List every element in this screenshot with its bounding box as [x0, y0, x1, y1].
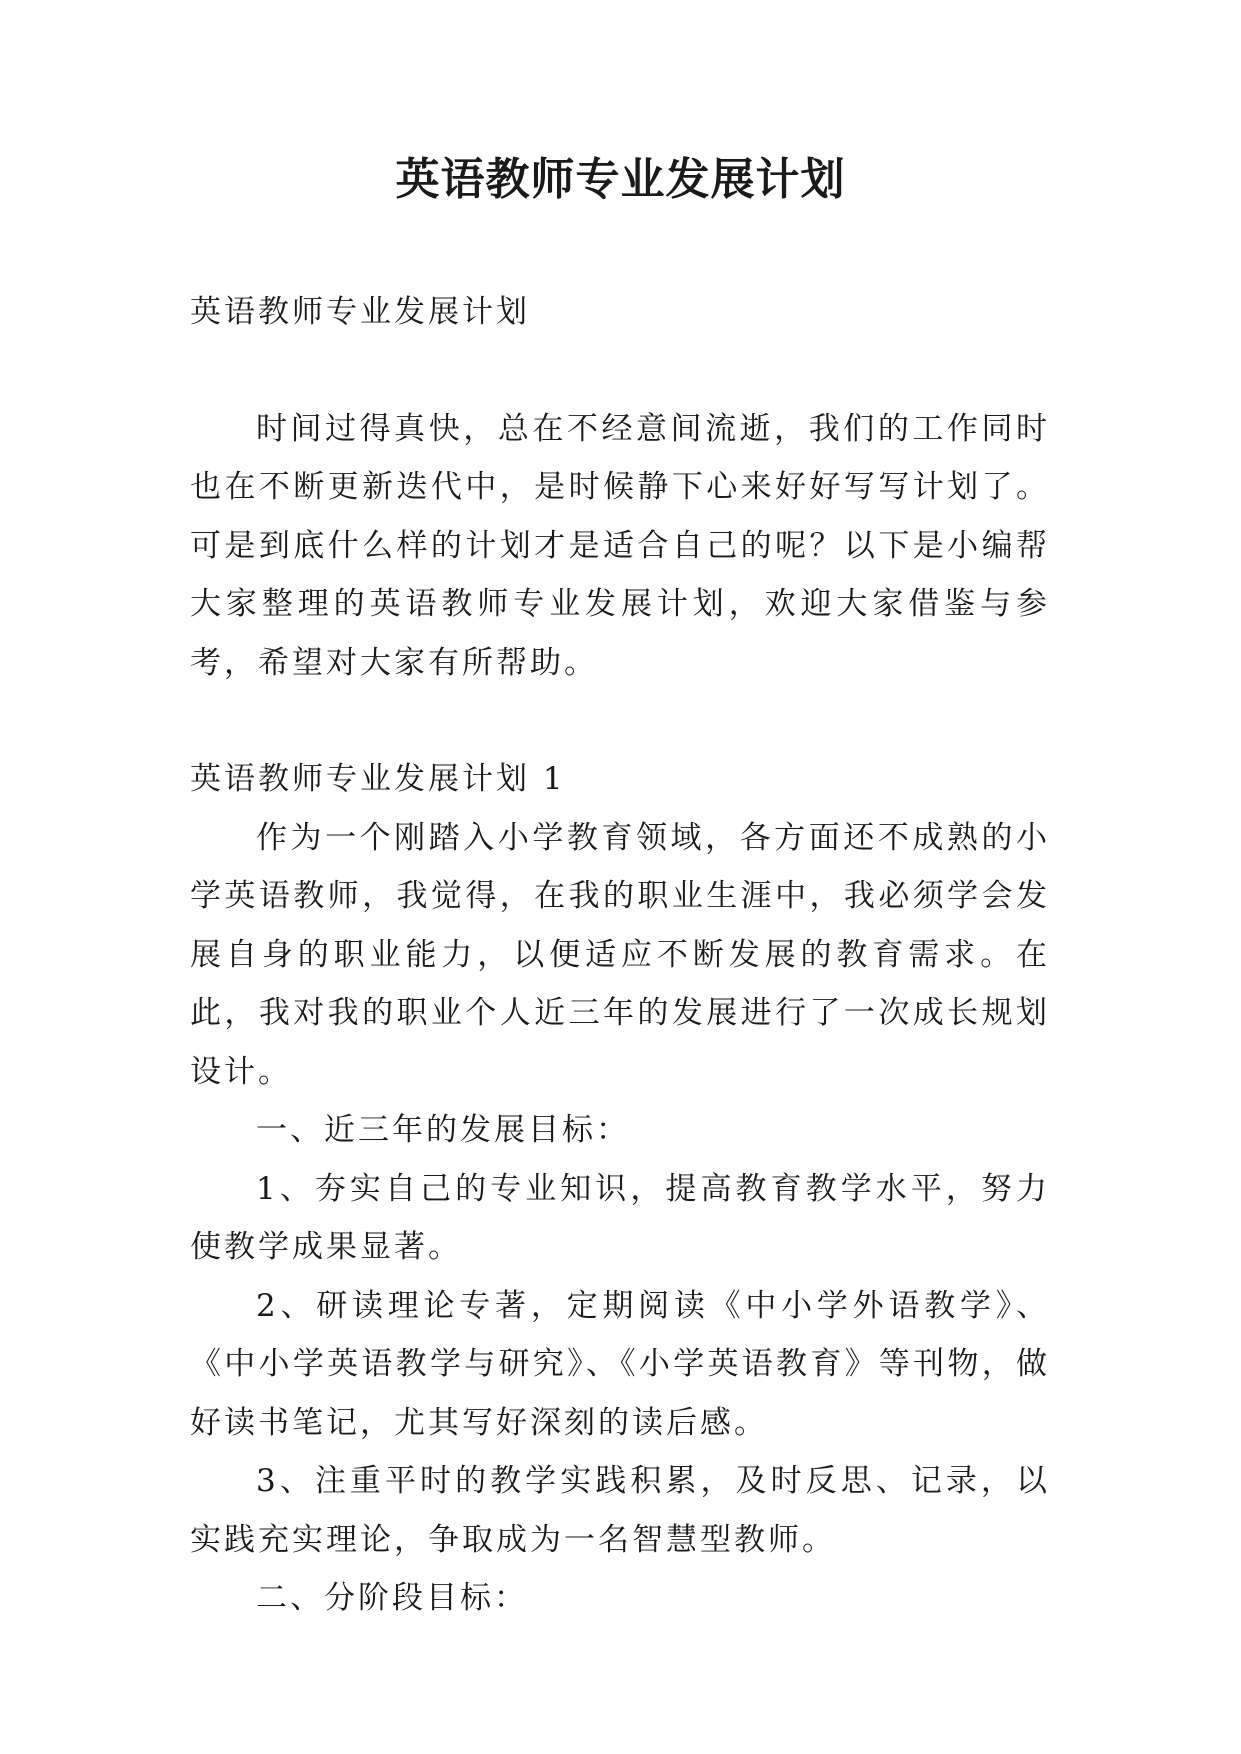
goal-item-3: 3、注重平时的教学实践积累，及时反思、记录，以实践充实理论，争取成为一名智慧型教师。: [190, 1463, 1050, 1558]
section-heading: 英语教师专业发展计划 1: [190, 761, 566, 797]
goal-item-1: 1、夯实自己的专业知识，提高教育教学水平，努力使教学成果显著。: [190, 1170, 1050, 1265]
document-subtitle: 英语教师专业发展计划: [190, 294, 530, 330]
document-body: [190, 283, 1050, 1628]
section-intro-paragraph: 作为一个刚踏入小学教育领域，各方面还不成熟的小学英语教师，我觉得，在我的职业生涯中，我必须学会发展自身的职业能力，以便适应不断发展的教育需求。在此，我对我的职业个人近三年的发展进行了一次成长规划设计。: [190, 819, 1050, 1090]
stages-heading: 二、分阶段目标：: [256, 1580, 528, 1616]
document-title: 英语教师专业发展计划: [395, 154, 846, 205]
goal-item-2: 2、研读理论专著，定期阅读《中小学外语教学》、《中小学英语教学与研究》、《小学英语教育》等刊物，做好读书笔记，尤其写好深刻的读后感。: [190, 1287, 1050, 1441]
intro-paragraph: 时间过得真快，总在不经意间流逝，我们的工作同时也在不断更新迭代中，是时候静下心来好好写写计划了。可是到底什么样的计划才是适合自己的呢？以下是小编帮大家整理的英语教师专业发展计划，欢迎大家借鉴与参考，希望对大家有所帮助。: [190, 410, 1050, 681]
goals-heading: 一、近三年的发展目标：: [256, 1112, 630, 1148]
